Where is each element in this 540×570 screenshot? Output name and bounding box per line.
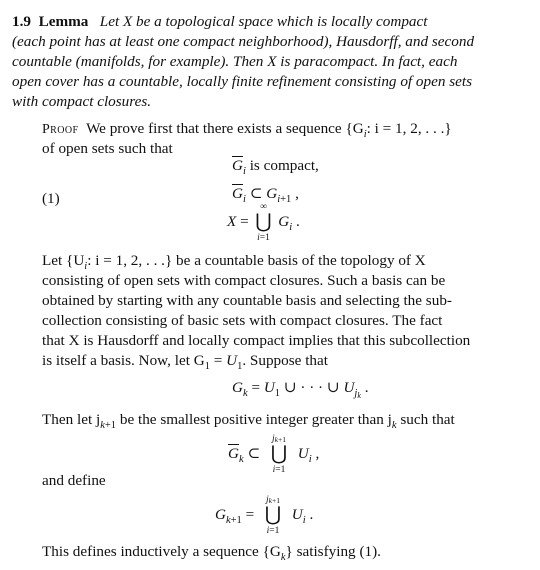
then-line: Then let $j_{k+1}$ be the smallest positive integer greater than $j_k$ such that [42, 411, 455, 431]
paragraph-line-5: that X is Hausdorff and locally compact implies that this subcollection [42, 332, 471, 349]
lemma-text-3: countable (manifolds, for example). Then X is paracompact. In fact, each [12, 53, 458, 70]
paragraph-line-1: Let {$U_i$: i = 1, 2, . . .} be a countable basis of the topology of X [42, 252, 426, 272]
paragraph-line-4: collection consisting of basic sets with compact closures. The fact [42, 312, 443, 329]
proof-intro-text: We prove first that there exists a sequence {G [86, 120, 364, 137]
equation-label: (1) [42, 190, 60, 207]
proof-intro-tail: : i = 1, 2, . . .} [366, 120, 452, 137]
proof-intro-line-2: of open sets such that [42, 140, 173, 157]
equation-gk: $G_k = U_1$ ∪ · · · ∪ $U_{jk}$ . [232, 379, 369, 400]
closing-line: This defines inductively a sequence $\{G_k\}$ satisfying (1). [42, 543, 381, 563]
equation-closure-union: $\overline{G}_k$ ⊂ jk+1 ⋃ i=1 $U_i$ , [228, 434, 320, 476]
paragraph-line-6: is itself a basis. Now, let $G_1 = U_1$. Suppose that [42, 352, 328, 372]
equation-compact-text: is compact, [249, 157, 319, 174]
lemma-text-4: open cover has a countable, locally finite refinement consisting of open sets [12, 73, 473, 90]
equation-union: X = ∞ ⋃ i=1 $G_i$ . [227, 202, 300, 243]
lemma-number: 1.9 [12, 13, 31, 30]
paragraph-line-2: consisting of open sets with compact closures. Such a basis can be [42, 272, 446, 289]
equation-compact: $\overline{G}_i$ is compact, [232, 157, 319, 177]
equation-subset: $\overline{G}_i$ ⊂ $G_{i+1}$ , [232, 185, 299, 205]
lemma-line-1 [12, 12, 427, 31]
and-define-text: and define [42, 472, 106, 489]
proof-intro-line-1: Proof We prove first that there exists a sequence {$G_i$: i = 1, 2, . . .} [42, 120, 452, 140]
lemma-text-1: Let X be a topological space which is locally compact [99, 13, 428, 30]
proof-label: Proof [42, 122, 79, 137]
paragraph-line-3: obtained by starting with any countable basis and selecting the sub- [42, 292, 452, 309]
lemma-label: Lemma [38, 13, 89, 30]
union-operator-2: jk+1 ⋃ i=1 [270, 434, 288, 476]
union-operator: ∞ ⋃ i=1 [255, 202, 272, 243]
union-operator-3: jk+1 ⋃ i=1 [264, 495, 282, 536]
equation-gk1: $G_{k+1}$ = jk+1 ⋃ i=1 $U_i$ . [215, 495, 314, 536]
lemma-text-5: with compact closures. [12, 93, 152, 110]
lemma-text-2: (each point has at least one compact neighborhood), Hausdorff, and second [12, 33, 475, 50]
